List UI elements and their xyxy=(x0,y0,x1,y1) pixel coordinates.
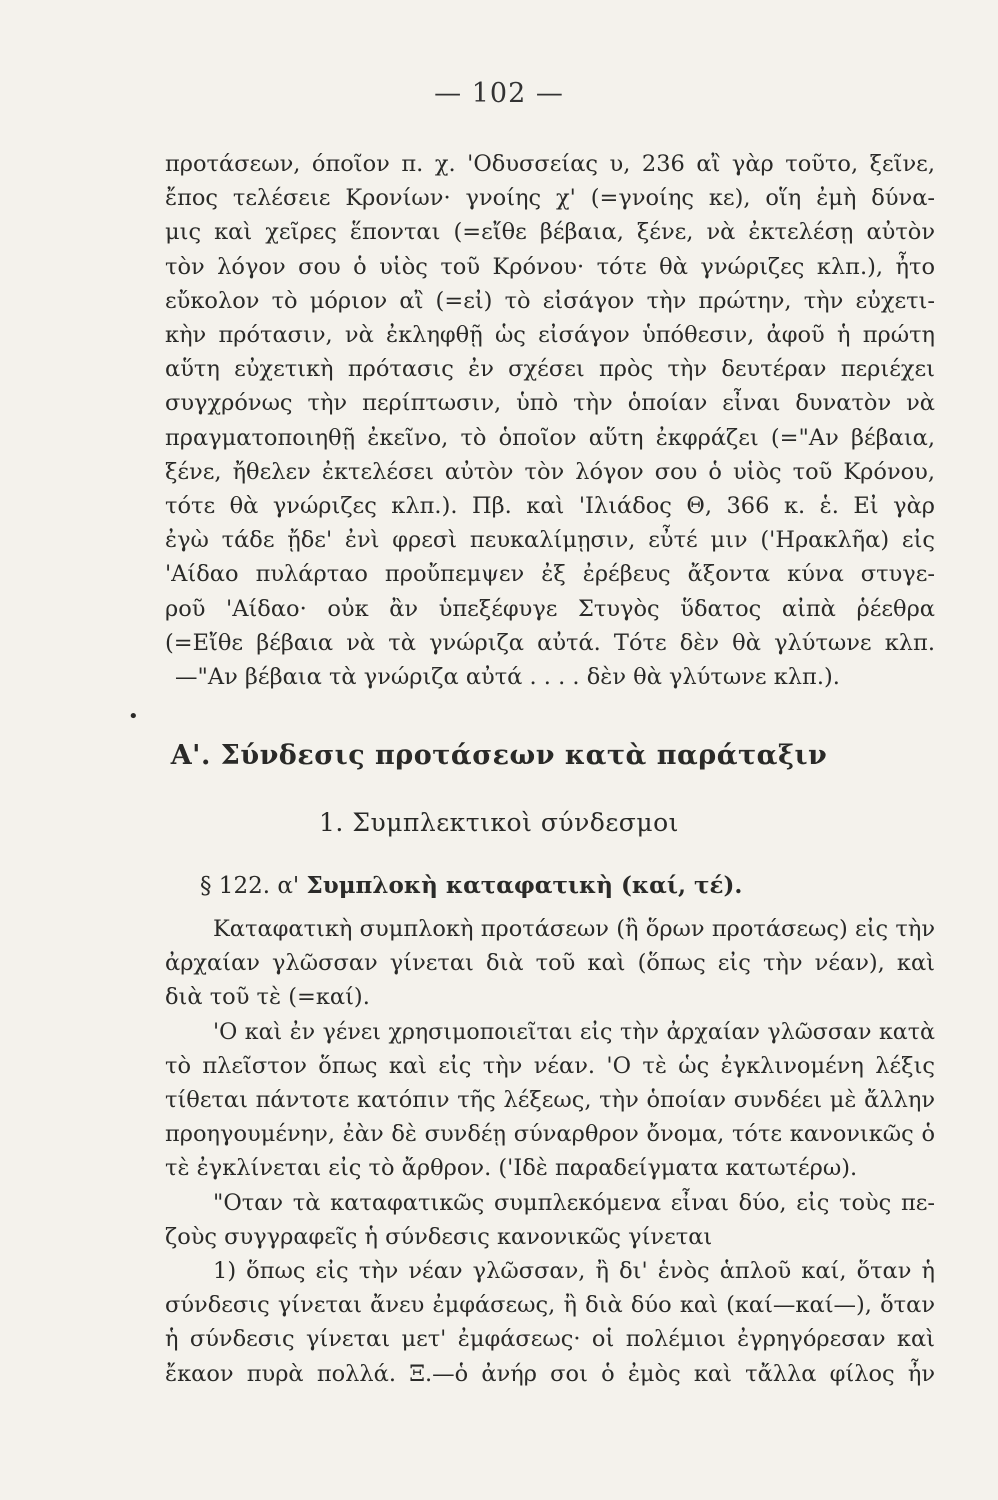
text-line: ἡ σύνδεσις γίνεται μετ' ἐμφάσεως· οἱ πολέμιοι ἐγρηγόρεσαν καὶ xyxy=(165,1326,935,1353)
text-line: ἐγὼ τάδε ᾔδε' ἐνὶ φρεσὶ πευκαλίμῃσιν, εὖτέ μιν ('Ηρακλῆα) εἰς xyxy=(165,527,935,554)
page-number: — 102 — xyxy=(434,78,564,109)
text-line: τὸ πλεῖστον ὅπως καὶ εἰς τὴν νέαν. 'Ο τὲ ὡς ἐγκλινομένη λέξις xyxy=(165,1052,935,1079)
text-line: τότε θὰ γνώριζες κλπ.). Πβ. καὶ 'Ιλιάδος Θ, 366 κ. ἑ. Εἰ γὰρ xyxy=(165,493,935,520)
subsection-heading: 1. Συμπλεκτικοὶ σύνδεσμοι xyxy=(319,808,679,837)
text-line: ζοὺς συγγραφεῖς ἡ σύνδεσις κανονικῶς γίνεται xyxy=(165,1223,713,1250)
section-body xyxy=(165,912,935,1391)
text-line: σύνδεσις γίνεται ἄνευ ἐμφάσεως, ἢ διὰ δύο καὶ (καί—καί—), ὅταν xyxy=(165,1292,935,1319)
text-line: προτάσεων, όποῖον π. χ. 'Οδυσσείας υ, 236 αἲ γὰρ τοῦτο, ξεῖνε, xyxy=(165,151,935,177)
text-line: εὔκολον τὸ μόριον αἲ (=εἰ) τὸ εἰσάγον τὴν πρώτην, τὴν εὐχετι- xyxy=(165,287,935,314)
text-line: συγχρόνως τὴν περίπτωσιν, ὑπὸ τὴν ὁποίαν εἶναι δυνατὸν νὰ xyxy=(165,390,935,417)
section-number: § 122. α' xyxy=(200,873,300,899)
text-line: κὴν πρότασιν, νὰ ἐκληφθῇ ὡς εἰσάγον ὑπόθεσιν, ἀφοῦ ἡ πρώτη xyxy=(165,322,935,349)
text-line: τὲ ἐγκλίνεται εἰς τὸ ἄρθρον. ('Ιδὲ παραδείγματα κατωτέρω). xyxy=(165,1155,858,1182)
text-line: 'Ο καὶ ἐν γένει χρησιμοποιεῖται εἰς τὴν ἀρχαίαν γλῶσσαν κατὰ xyxy=(213,1018,935,1045)
text-line: "Οταν τὰ καταφατικῶς συμπλεκόμενα εἶναι δύο, εἰς τοὺς πε- xyxy=(213,1189,935,1216)
text-line: πραγματοποιηθῇ ἐκεῖνο, τὸ ὁποῖον αὕτη ἐκφράζει (="Αν βέβαια, xyxy=(165,424,935,451)
text-line: ἔκαον πυρὰ πολλά. Ξ.—ὁ ἀνήρ σοι ὁ ἐμὸς καὶ τἄλλα φίλος ἦν xyxy=(165,1360,935,1387)
text-line: αὕτη εὐχετικὴ πρότασις ἐν σχέσει πρὸς τὴν δευτέραν περιέχει xyxy=(165,356,935,383)
chapter-heading: Α'. Σύνδεσις προτάσεων κατὰ παράταξιν xyxy=(170,740,828,771)
text-line: —"Αν βέβαια τὰ γνώριζα αὐτά . . . . δὲν θὰ γλύτωνε κλπ.). xyxy=(175,664,840,691)
text-line: 'Αίδαο πυλάρταο προὔπεμψεν ἐξ ἐρέβευς ἄξοντα κύνα στυγε- xyxy=(165,561,935,588)
text-line: μις καὶ χεῖρες ἕπονται (=εἴθε βέβαια, ξένε, νὰ ἐκτελέσῃ αὐτὸν xyxy=(165,219,935,246)
text-line: τίθεται πάντοτε κατόπιν τῆς λέξεως, τὴν ὁποίαν συνδέει μὲ ἄλλην xyxy=(165,1087,935,1114)
text-line: ἀρχαίαν γλῶσσαν γίνεται διὰ τοῦ καὶ (ὅπως εἰς τὴν νέαν), καὶ xyxy=(165,950,935,977)
text-line: τὸν λόγον σου ὁ υἱὸς τοῦ Κρόνου· τότε θὰ γνώριζες κλπ.), ἦτο xyxy=(165,253,935,280)
text-line: προηγουμένην, ἐὰν δὲ συνδέῃ σύναρθρον ὄνομα, τότε κανονικῶς ὁ xyxy=(165,1121,935,1148)
text-line: 1) ὅπως εἰς τὴν νέαν γλῶσσαν, ἢ δι' ἑνὸς ἁπλοῦ καί, ὅταν ἡ xyxy=(213,1258,935,1285)
text-line: (=Εἴθε βέβαια νὰ τὰ γνώριζα αὐτά. Τότε δὲν θὰ γλύτωνε κλπ. xyxy=(165,629,935,656)
section-heading xyxy=(200,872,742,899)
paragraph-continuation xyxy=(165,147,935,694)
text-line: ξένε, ἤθελεν ἐκτελέσει αὐτὸν τὸν λόγον σου ὁ υἱὸς τοῦ Κρόνου, xyxy=(165,458,935,485)
text-line: Καταφατικὴ συμπλοκὴ προτάσεων (ἢ ὅρων προτάσεως) εἰς τὴν xyxy=(213,916,935,942)
text-line: ροῦ 'Αίδαο· οὐκ ἂν ὑπεξέφυγε Στυγὸς ὕδατος αἰπὰ ῥέεθρα xyxy=(165,595,935,622)
text-line: διὰ τοῦ τὲ (=καί). xyxy=(165,984,370,1011)
margin-mark: • xyxy=(128,706,139,727)
section-title: Συμπλοκὴ καταφατικὴ (καί, τέ). xyxy=(306,872,743,899)
text-line: ἔπος τελέσειε Κρονίων· γνοίης χ' (=γνοίης κε), οἵη ἐμὴ δύνα- xyxy=(165,185,935,212)
